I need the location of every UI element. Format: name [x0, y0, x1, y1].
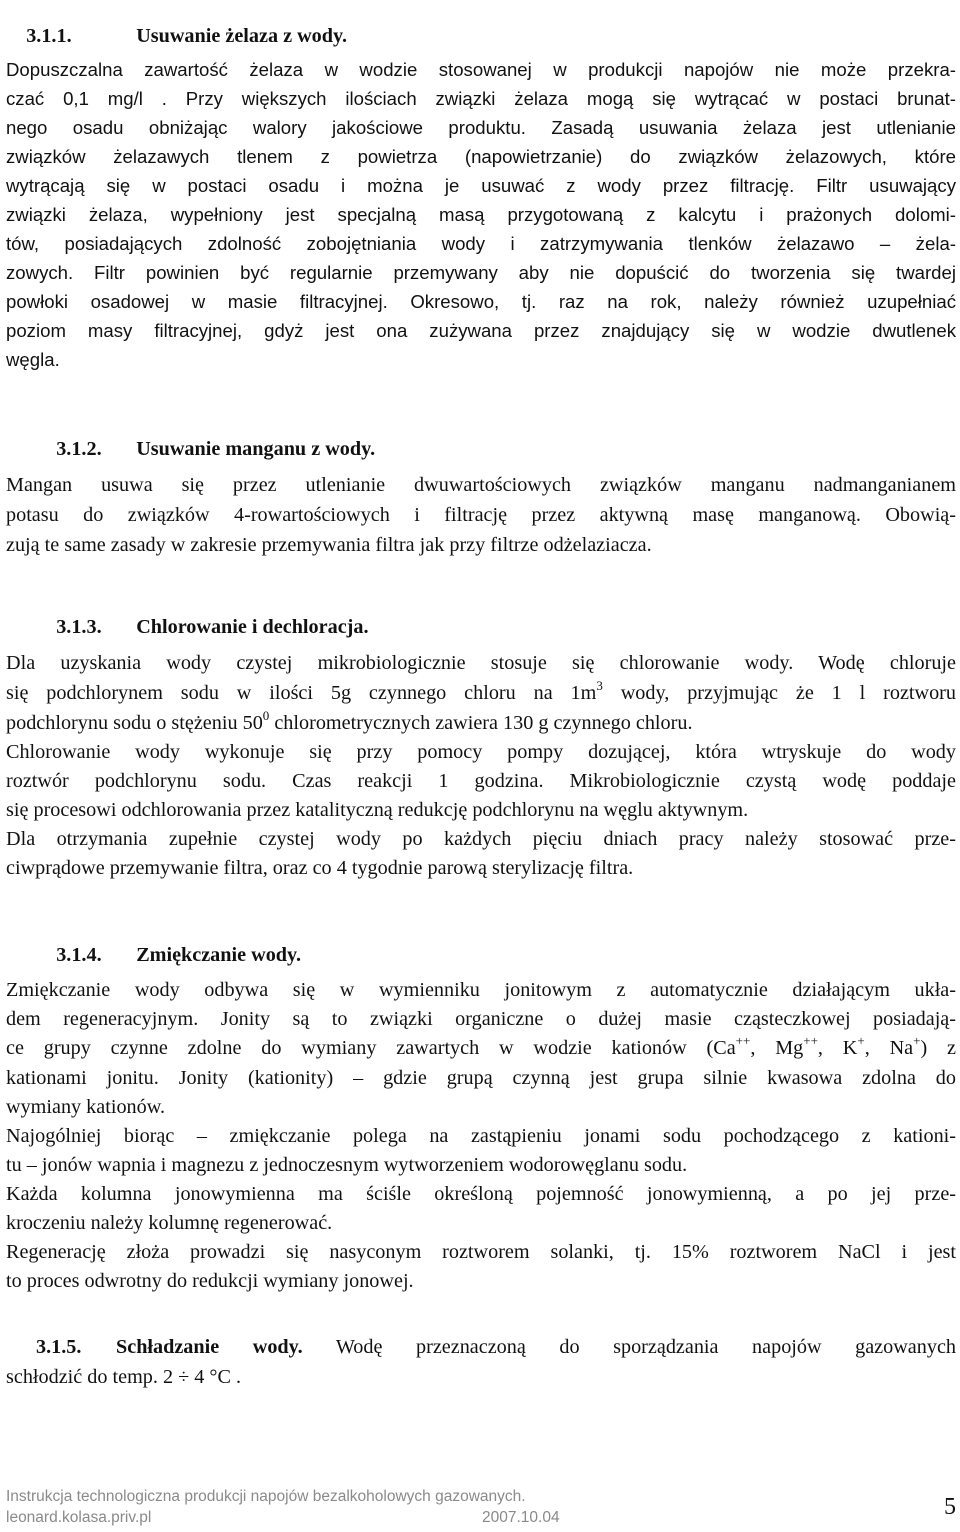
paragraph-line: Dopuszczalna zawartość żelaza w wodzie stosowanej w produkcji napojów nie może przekra-	[6, 59, 956, 80]
section-number: 3.1.2.	[56, 438, 102, 460]
paragraph-line: powłoki osadowej w masie filtracyjnej. Okresowo, tj. raz na rok, należy również uzupełniać	[6, 291, 956, 312]
paragraph-line: schłodzić do temp. 2 ÷ 4 °C .	[6, 1366, 242, 1388]
paragraph-line: czać 0,1 mg/l . Przy większych ilościach związki żelaza mogą się wytrącać w postaci brunat-	[6, 88, 956, 109]
section-number: 3.1.4.	[56, 944, 102, 966]
text-run: wody, przyjmując że 1 l roztworu	[602, 682, 956, 704]
superscript: 0	[262, 708, 270, 723]
paragraph-line: Zmiękczanie wody odbywa się w wymienniku jonitowym z automatycznie działającym ukła-	[6, 979, 956, 1001]
paragraph-line: Dla uzyskania wody czystej mikrobiologicznie stosuje się chlorowanie wody. Wodę chloruje	[6, 652, 956, 674]
text-run: , K	[817, 1037, 858, 1059]
paragraph-line: kationami jonitu. Jonity (kationity) – gdzie grupą czynną jest grupa silnie kwasowa zdolna do	[6, 1067, 956, 1089]
section-title: Usuwanie manganu z wody.	[136, 438, 376, 460]
section-title: Schładzanie wody.	[116, 1336, 303, 1358]
paragraph-line: ciwprądowe przemywanie filtra, oraz co 4 tygodnie parową sterylizację filtra.	[6, 857, 634, 879]
paragraph-line: Mangan usuwa się przez utlenianie dwuwartościowych związków manganu nadmanganianem	[6, 474, 956, 496]
paragraph-line: tu – jonów wapnia i magnezu z jednoczesnym wytworzeniem wodorowęglanu sodu.	[6, 1154, 688, 1176]
footer-date: 2007.10.04	[482, 1509, 560, 1526]
text-run: ) z	[920, 1037, 956, 1059]
paragraph-line	[36, 1336, 956, 1359]
superscript: 3	[596, 678, 603, 693]
paragraph-line: związków żelazawych tlenem z powietrza (napowietrzanie) do związków żelazowych, które	[6, 146, 956, 167]
page-number: 5	[944, 1494, 956, 1520]
section-title: Zmiękczanie wody.	[136, 944, 302, 966]
paragraph-line: kroczeniu należy kolumnę regenerować.	[6, 1212, 333, 1234]
paragraph-line	[6, 678, 956, 705]
paragraph-line: nego osadu obniżając walory jakościowe produktu. Zasadą usuwania żelaza jest utlenianie	[6, 117, 956, 138]
paragraph-line: zują te same zasady w zakresie przemywania filtra jak przy filtrze odżelaziacza.	[6, 534, 652, 556]
paragraph-line: potasu do związków 4-rowartościowych i filtrację przez aktywną masę manganową. Obowią-	[6, 504, 956, 526]
text-run: się podchlorynem sodu w ilości 5g czynnego chloru na 1m	[6, 682, 597, 704]
paragraph-line: wytrącają się w postaci osadu i można je usuwać z wody przez filtrację. Filtr usuwający	[6, 175, 956, 196]
text-run: chlorometrycznych zawiera 130 g czynnego chloru.	[269, 712, 693, 734]
paragraph-line	[6, 708, 693, 735]
superscript: +	[913, 1033, 921, 1048]
paragraph-line: związki żelaza, wypełniony jest specjalną masą przygotowaną z kalcytu i prażonych dolomi-	[6, 204, 956, 225]
paragraph-line: roztwór podchlorynu sodu. Czas reakcji 1 godzina. Mikrobiologicznie czystą wodę poddaje	[6, 770, 956, 792]
paragraph-line: tów, posiadających zdolność zobojętniania wody i zatrzymywania tlenków żelazawo – żela-	[6, 233, 956, 254]
section-number: 3.1.5.	[36, 1336, 82, 1358]
paragraph-line: poziom masy filtracyjnej, gdyż jest ona zużywana przez znajdujący się w wodzie dwutlenek	[6, 320, 956, 341]
paragraph-line: Chlorowanie wody wykonuje się przy pomocy pompy dozującej, która wtryskuje do wody	[6, 741, 956, 763]
paragraph-line: Każda kolumna jonowymienna ma ściśle określoną pojemność jonowymienną, a po jej prze-	[6, 1183, 956, 1205]
text-run: ce grupy czynne zdolne do wymiany zawartych w wodzie kationów (Ca	[6, 1037, 736, 1059]
paragraph-line	[6, 1033, 956, 1060]
paragraph-line: Najogólniej biorąc – zmiękczanie polega na zastąpieniu jonami sodu pochodzącego z kationi-	[6, 1125, 956, 1147]
paragraph-line: Dla otrzymania zupełnie czystej wody po każdych pięciu dniach pracy należy stosować prze-	[6, 828, 956, 850]
section-number: 3.1.1.	[26, 25, 72, 47]
text-run: , Na	[864, 1037, 914, 1059]
footer-site-link[interactable]: leonard.kolasa.priv.pl	[6, 1509, 152, 1526]
paragraph-line: dem regeneracyjnym. Jonity są to związki organiczne o dużej masie cząsteczkowej posiadają-	[6, 1008, 956, 1030]
superscript: ++	[803, 1033, 818, 1048]
paragraph-line: się procesowi odchlorowania przez katalityczną redukcję podchlorynu na węglu aktywnym.	[6, 799, 749, 821]
text-run: Wodę przeznaczoną do sporządzania napojów gazowanych	[302, 1336, 957, 1358]
text-run: podchlorynu sodu o stężeniu 50	[6, 712, 263, 734]
paragraph-line: zowych. Filtr powinien być regularnie przemywany aby nie dopuścić do tworzenia się twardej	[6, 262, 956, 283]
section-title: Usuwanie żelaza z wody.	[136, 25, 348, 47]
section-title: Chlorowanie i dechloracja.	[136, 616, 369, 638]
paragraph-line: wymiany kationów.	[6, 1096, 166, 1118]
paragraph-line: Regenerację złoża prowadzi się nasyconym roztworem solanki, tj. 15% roztworem NaCl i jest	[6, 1241, 956, 1263]
superscript: ++	[735, 1033, 751, 1048]
superscript: +	[857, 1033, 865, 1048]
footer-doc-title: Instrukcja technologiczna produkcji napojów bezalkoholowych gazowanych.	[6, 1488, 526, 1505]
paragraph-line: to proces odwrotny do redukcji wymiany jonowej.	[6, 1270, 414, 1292]
text-run: , Mg	[750, 1037, 804, 1059]
section-number: 3.1.3.	[56, 616, 102, 638]
paragraph-line: węgla.	[6, 349, 60, 370]
